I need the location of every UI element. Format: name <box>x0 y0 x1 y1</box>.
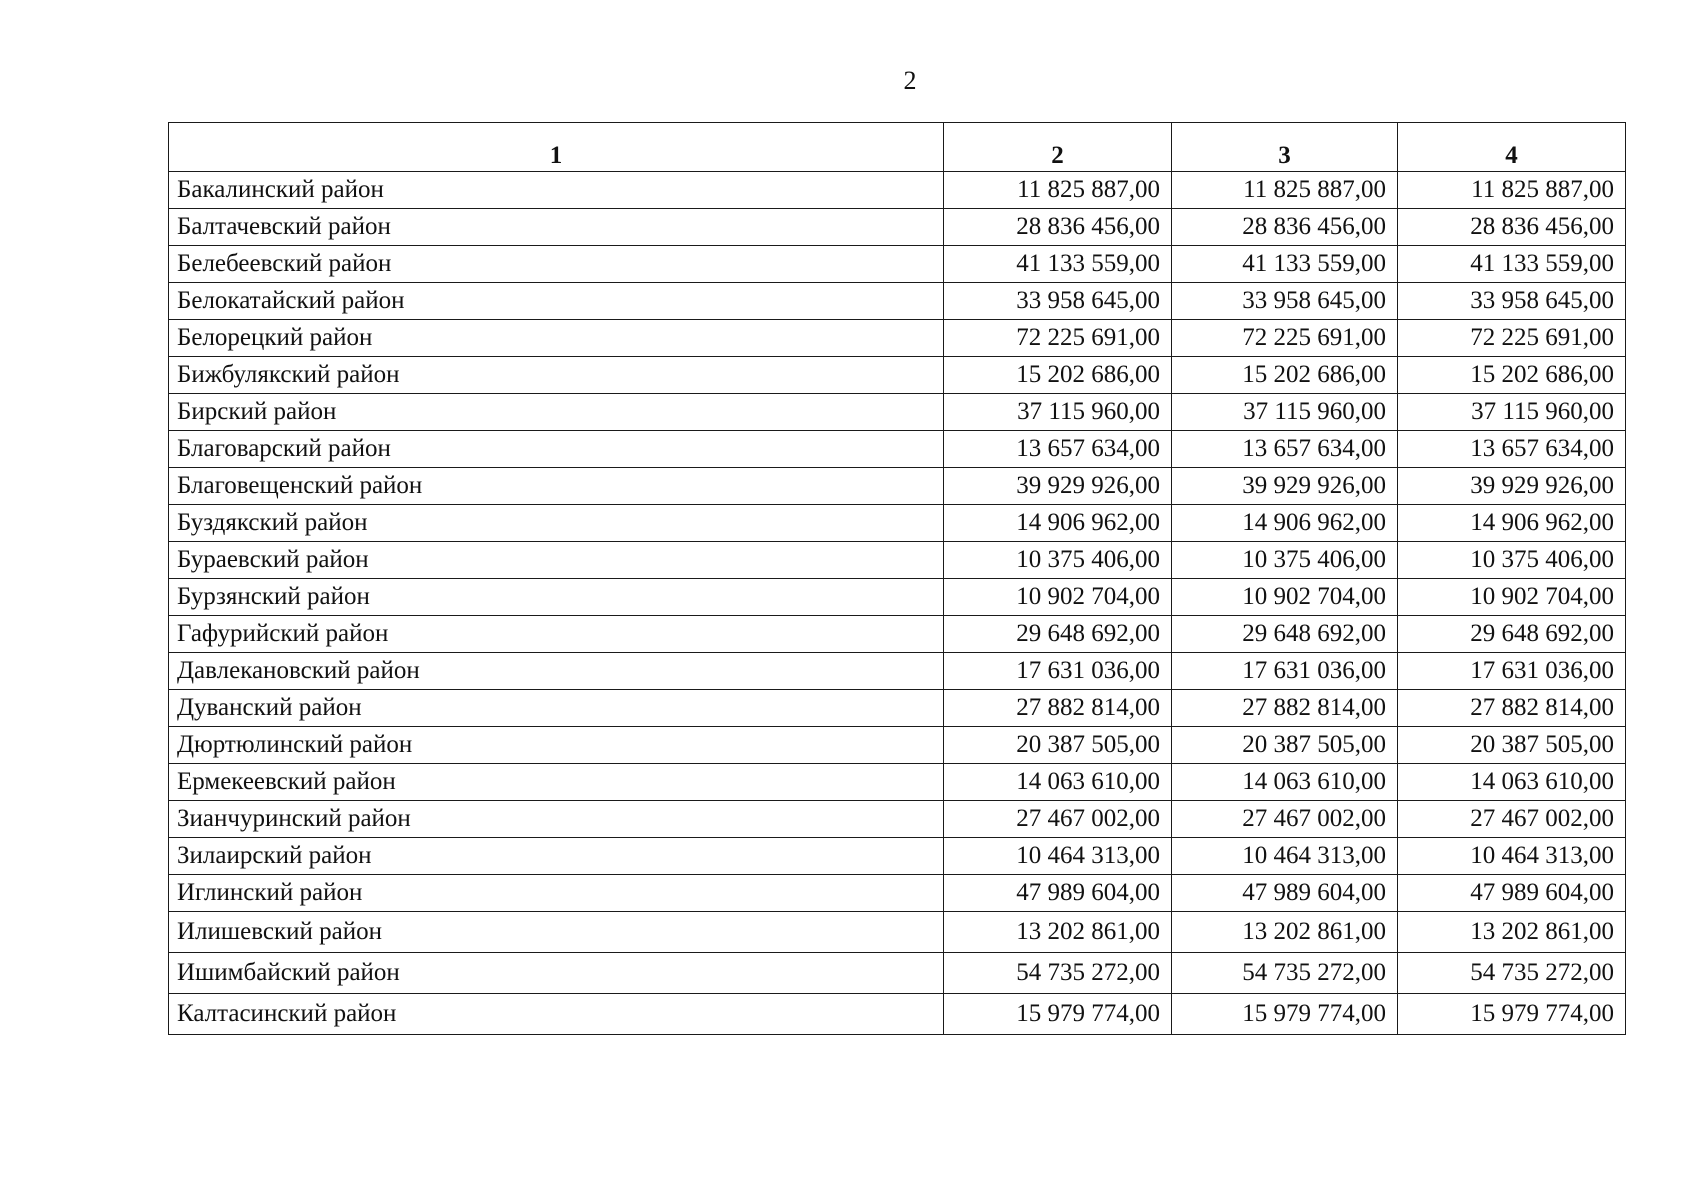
district-name-cell: Давлекановский район <box>169 653 944 690</box>
amount-cell-col-2: 10 902 704,00 <box>944 579 1172 616</box>
district-name-cell: Ишимбайский район <box>169 953 944 994</box>
amount-cell-col-3: 15 202 686,00 <box>1172 357 1398 394</box>
amount-cell-col-4: 39 929 926,00 <box>1398 468 1626 505</box>
amount-cell-col-4: 54 735 272,00 <box>1398 953 1626 994</box>
amount-cell-col-3: 47 989 604,00 <box>1172 875 1398 912</box>
district-name-cell: Бирский район <box>169 394 944 431</box>
table-row <box>169 616 1626 653</box>
table-row <box>169 875 1626 912</box>
amount-cell-col-4: 33 958 645,00 <box>1398 283 1626 320</box>
amount-cell-col-4: 72 225 691,00 <box>1398 320 1626 357</box>
amount-cell-col-3: 10 902 704,00 <box>1172 579 1398 616</box>
amount-cell-col-2: 72 225 691,00 <box>944 320 1172 357</box>
table-row <box>169 953 1626 994</box>
table-row <box>169 727 1626 764</box>
amount-cell-col-2: 29 648 692,00 <box>944 616 1172 653</box>
district-name-cell: Буздякский район <box>169 505 944 542</box>
amount-cell-col-4: 37 115 960,00 <box>1398 394 1626 431</box>
district-name-cell: Илишевский район <box>169 912 944 953</box>
district-name-cell: Бураевский район <box>169 542 944 579</box>
amount-cell-col-2: 41 133 559,00 <box>944 246 1172 283</box>
district-name-cell: Иглинский район <box>169 875 944 912</box>
district-name-cell: Балтачевский район <box>169 209 944 246</box>
table-row <box>169 764 1626 801</box>
amount-cell-col-3: 29 648 692,00 <box>1172 616 1398 653</box>
amount-cell-col-2: 37 115 960,00 <box>944 394 1172 431</box>
amount-cell-col-2: 28 836 456,00 <box>944 209 1172 246</box>
district-name-cell: Дюртюлинский район <box>169 727 944 764</box>
amount-cell-col-4: 10 375 406,00 <box>1398 542 1626 579</box>
table-header-row <box>169 123 1626 172</box>
amount-cell-col-4: 10 902 704,00 <box>1398 579 1626 616</box>
amount-cell-col-2: 27 467 002,00 <box>944 801 1172 838</box>
amount-cell-col-2: 15 202 686,00 <box>944 357 1172 394</box>
amount-cell-col-2: 13 657 634,00 <box>944 431 1172 468</box>
table-row <box>169 542 1626 579</box>
district-name-cell: Калтасинский район <box>169 994 944 1035</box>
amount-cell-col-2: 33 958 645,00 <box>944 283 1172 320</box>
amount-cell-col-4: 14 906 962,00 <box>1398 505 1626 542</box>
amount-cell-col-2: 17 631 036,00 <box>944 653 1172 690</box>
column-header-2: 2 <box>944 123 1172 172</box>
amount-cell-col-4: 15 979 774,00 <box>1398 994 1626 1035</box>
district-name-cell: Белокатайский район <box>169 283 944 320</box>
district-name-cell: Благоварский район <box>169 431 944 468</box>
amount-cell-col-3: 13 657 634,00 <box>1172 431 1398 468</box>
data-table <box>168 122 1626 1035</box>
amount-cell-col-3: 37 115 960,00 <box>1172 394 1398 431</box>
amount-cell-col-4: 41 133 559,00 <box>1398 246 1626 283</box>
data-table-container <box>168 122 1625 1035</box>
district-name-cell: Бижбулякский район <box>169 357 944 394</box>
amount-cell-col-4: 47 989 604,00 <box>1398 875 1626 912</box>
amount-cell-col-2: 47 989 604,00 <box>944 875 1172 912</box>
amount-cell-col-3: 11 825 887,00 <box>1172 172 1398 209</box>
amount-cell-col-3: 41 133 559,00 <box>1172 246 1398 283</box>
column-header-1: 1 <box>169 123 944 172</box>
table-row <box>169 283 1626 320</box>
district-name-cell: Благовещенский район <box>169 468 944 505</box>
amount-cell-col-4: 28 836 456,00 <box>1398 209 1626 246</box>
amount-cell-col-2: 11 825 887,00 <box>944 172 1172 209</box>
amount-cell-col-3: 39 929 926,00 <box>1172 468 1398 505</box>
column-header-3: 3 <box>1172 123 1398 172</box>
amount-cell-col-2: 27 882 814,00 <box>944 690 1172 727</box>
table-row <box>169 653 1626 690</box>
district-name-cell: Гафурийский район <box>169 616 944 653</box>
amount-cell-col-3: 15 979 774,00 <box>1172 994 1398 1035</box>
amount-cell-col-4: 27 882 814,00 <box>1398 690 1626 727</box>
amount-cell-col-3: 20 387 505,00 <box>1172 727 1398 764</box>
amount-cell-col-2: 15 979 774,00 <box>944 994 1172 1035</box>
amount-cell-col-3: 27 467 002,00 <box>1172 801 1398 838</box>
column-header-4: 4 <box>1398 123 1626 172</box>
amount-cell-col-4: 15 202 686,00 <box>1398 357 1626 394</box>
table-body <box>169 172 1626 1035</box>
table-row <box>169 431 1626 468</box>
amount-cell-col-3: 17 631 036,00 <box>1172 653 1398 690</box>
table-row <box>169 838 1626 875</box>
amount-cell-col-4: 29 648 692,00 <box>1398 616 1626 653</box>
amount-cell-col-3: 27 882 814,00 <box>1172 690 1398 727</box>
amount-cell-col-4: 13 657 634,00 <box>1398 431 1626 468</box>
amount-cell-col-3: 33 958 645,00 <box>1172 283 1398 320</box>
table-row <box>169 172 1626 209</box>
table-row <box>169 801 1626 838</box>
amount-cell-col-3: 14 906 962,00 <box>1172 505 1398 542</box>
table-row <box>169 690 1626 727</box>
district-name-cell: Дуванский район <box>169 690 944 727</box>
table-row <box>169 994 1626 1035</box>
amount-cell-col-3: 14 063 610,00 <box>1172 764 1398 801</box>
amount-cell-col-2: 13 202 861,00 <box>944 912 1172 953</box>
amount-cell-col-3: 10 464 313,00 <box>1172 838 1398 875</box>
table-row <box>169 209 1626 246</box>
table-row <box>169 505 1626 542</box>
amount-cell-col-4: 11 825 887,00 <box>1398 172 1626 209</box>
district-name-cell: Бурзянский район <box>169 579 944 616</box>
amount-cell-col-2: 39 929 926,00 <box>944 468 1172 505</box>
amount-cell-col-4: 13 202 861,00 <box>1398 912 1626 953</box>
amount-cell-col-3: 72 225 691,00 <box>1172 320 1398 357</box>
district-name-cell: Бакалинский район <box>169 172 944 209</box>
table-row <box>169 246 1626 283</box>
district-name-cell: Зилаирский район <box>169 838 944 875</box>
table-row <box>169 468 1626 505</box>
amount-cell-col-4: 10 464 313,00 <box>1398 838 1626 875</box>
table-row <box>169 357 1626 394</box>
amount-cell-col-3: 54 735 272,00 <box>1172 953 1398 994</box>
amount-cell-col-2: 20 387 505,00 <box>944 727 1172 764</box>
amount-cell-col-2: 10 375 406,00 <box>944 542 1172 579</box>
amount-cell-col-3: 28 836 456,00 <box>1172 209 1398 246</box>
district-name-cell: Ермекеевский район <box>169 764 944 801</box>
table-row <box>169 320 1626 357</box>
amount-cell-col-4: 17 631 036,00 <box>1398 653 1626 690</box>
amount-cell-col-4: 27 467 002,00 <box>1398 801 1626 838</box>
amount-cell-col-3: 10 375 406,00 <box>1172 542 1398 579</box>
amount-cell-col-4: 14 063 610,00 <box>1398 764 1626 801</box>
district-name-cell: Белебеевский район <box>169 246 944 283</box>
table-row <box>169 912 1626 953</box>
table-row <box>169 579 1626 616</box>
district-name-cell: Белорецкий район <box>169 320 944 357</box>
page-number: 2 <box>903 66 917 95</box>
amount-cell-col-2: 14 063 610,00 <box>944 764 1172 801</box>
amount-cell-col-2: 10 464 313,00 <box>944 838 1172 875</box>
amount-cell-col-2: 54 735 272,00 <box>944 953 1172 994</box>
amount-cell-col-3: 13 202 861,00 <box>1172 912 1398 953</box>
amount-cell-col-4: 20 387 505,00 <box>1398 727 1626 764</box>
district-name-cell: Зианчуринский район <box>169 801 944 838</box>
table-row <box>169 394 1626 431</box>
amount-cell-col-2: 14 906 962,00 <box>944 505 1172 542</box>
